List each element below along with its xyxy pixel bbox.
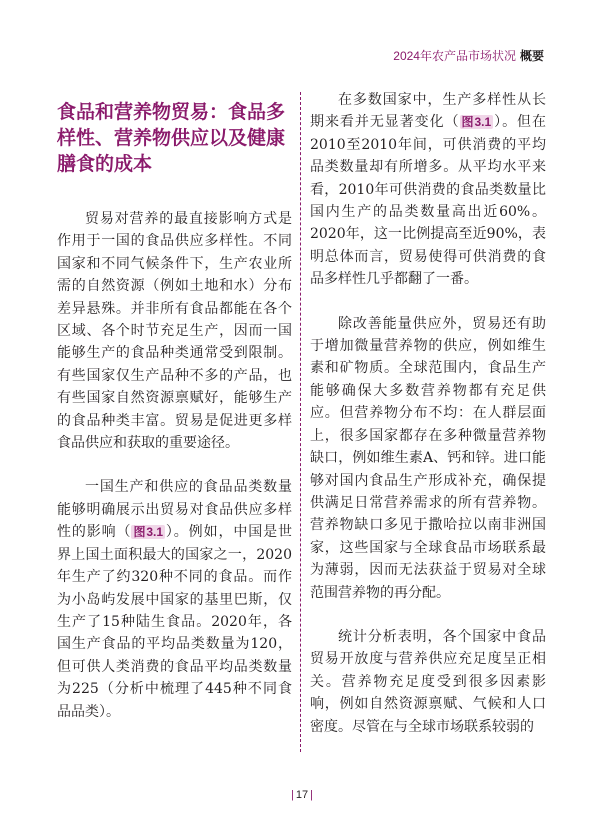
page-footer — [0, 789, 604, 801]
text: 一国生产和供应的食品品类数量能够明确展示出贸易对食品供应多样性的影响（ — [57, 479, 292, 541]
left-column — [57, 100, 292, 745]
text: ）。例如，中国是世界上国土面积最大的国家之一，2020年生产了约320种不同的食品。而作为小岛屿发展中国家的基里巴斯，仅生产了15种陆生食品。2020年，各国生产食品的平均品类数量为120，但可供人类消费的食品平均品类数量为225（分析中梳理了445种不同食品品类）。 — [57, 524, 293, 720]
text: 在多数国家中，生产多样性从长期来看并无显著变化（ — [310, 92, 546, 131]
paragraph: 除改善能量供应外，贸易还有助于增加微量营养物的供应，例如维生素和矿物质。全球范围内，食品生产能够确保大多数营养物都有充足供应。但营养物分布不均：在人群层面上，很多国家都存在多种微量营养物缺口，例如维生素A、钙和锌。进口能够对国内食品生产形成补充，确保提供满足日常营养需求的所有营养物。营养物缺口多见于撒哈拉以南非洲国家，这些国家与全球食品市场联系最为薄弱，因而无法获益于贸易对全球范围营养物的再分配。 — [310, 315, 546, 601]
paragraph — [310, 89, 546, 291]
publication-title: 2024年农产品市场状况 — [393, 49, 516, 63]
figure-reference-link[interactable]: 图3.1 — [133, 525, 164, 540]
figure-reference-link[interactable]: 图3.1 — [461, 115, 492, 130]
column-divider — [300, 92, 301, 752]
paragraph: 贸易对营养的最直接影响方式是作用于一国的食品供应多样性。不同国家和不同气候条件下，生产农业所需的自然资源（例如土地和水）分布差异悬殊。并非所有食品都能在各个区域、各个时节充足生产，因而一国能够生产的食品种类通常受到限制。有些国家仅生产品种不多的产品，也有些国家自然资源禀赋好，能够生产的食品种类丰富。贸易是促进更多样食品供应和获取的重要途径。 — [57, 211, 292, 452]
divider-bar: | — [291, 789, 294, 801]
text: ）。但在2010至2010年间，可供消费的平均品类数量却有所增多。从平均水平来看，2010年可供消费的食品类数量比国内生产的品类数量高出近60%。2020年，这一比例提高至近90%，表明总体而言，贸易使得可供消费的食品多样性几乎都翻了一番。 — [310, 114, 547, 288]
paragraph: 统计分析表明，各个国家中食品贸易开放度与营养供应充足度呈正相关。营养物充足度受到很多因素影响，例如自然资源禀赋、气候和人口密度。尽管在与全球市场联系较弱的 — [310, 628, 546, 735]
page-number: 17 — [295, 789, 309, 801]
right-column — [310, 89, 546, 760]
section-title: 食品和营养物贸易：食品多样性、营养物供应以及健康膳食的成本 — [57, 102, 286, 175]
running-header — [393, 47, 544, 64]
section-name: 概要 — [519, 49, 544, 63]
paragraph — [57, 476, 292, 722]
divider-bar: | — [310, 789, 313, 801]
